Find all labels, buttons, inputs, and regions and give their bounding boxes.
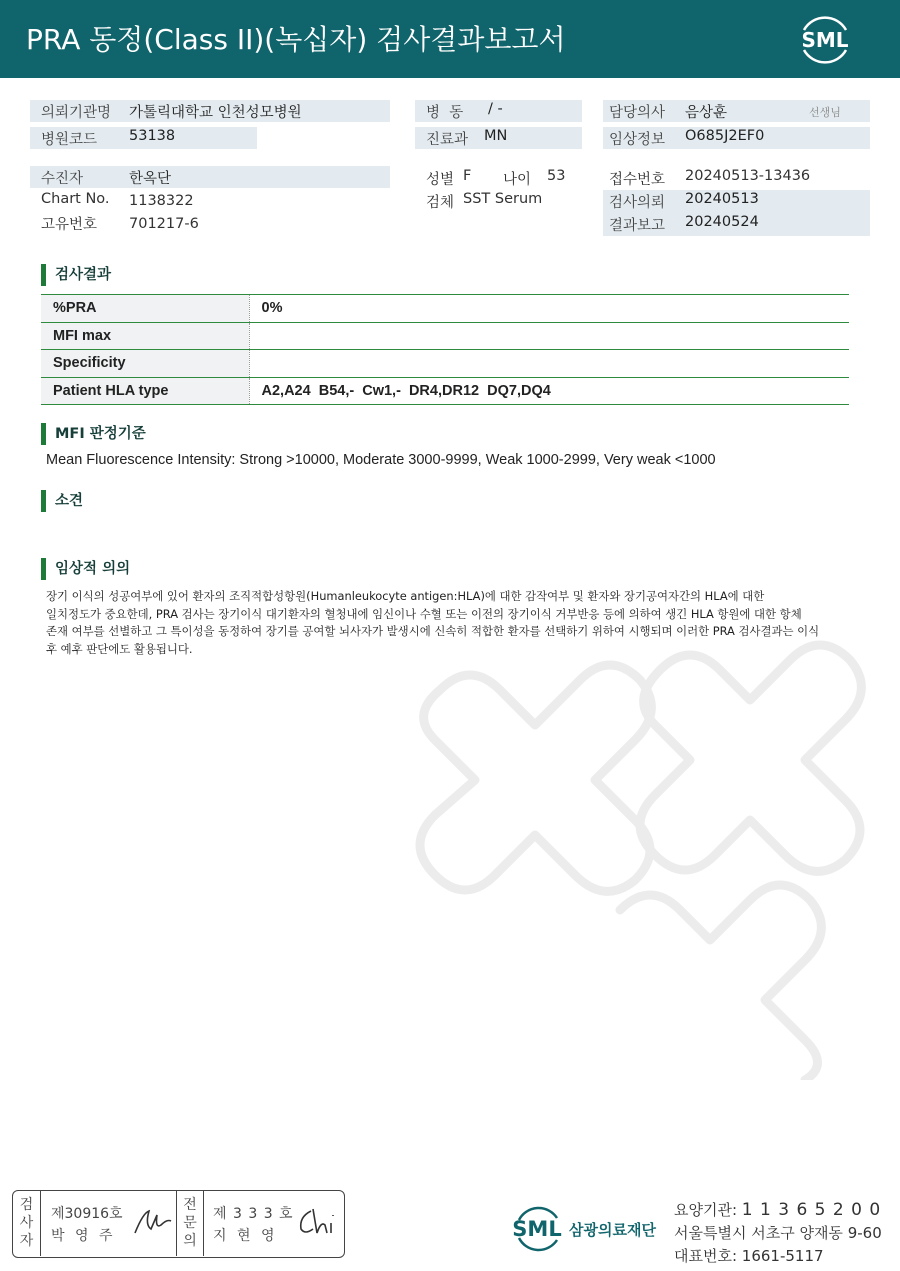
sml-logo-icon — [796, 12, 854, 66]
clinical-info-value: O685J2EF0 — [685, 128, 765, 144]
report-value: 20240524 — [685, 214, 759, 230]
result-value — [249, 350, 849, 378]
request-value: 20240513 — [685, 191, 759, 207]
clinical-info-row — [603, 127, 870, 149]
clinical-info-label: 임상정보 — [609, 132, 666, 148]
table-row — [41, 295, 849, 323]
sml-logo-icon — [509, 1200, 567, 1256]
signature-icon — [131, 1207, 176, 1239]
age-label: 나이 — [503, 172, 532, 188]
ward-value: / - — [488, 101, 503, 117]
dept-row — [415, 127, 582, 149]
request-label: 검사의뢰 — [609, 195, 666, 211]
hospital-code-row — [30, 127, 257, 149]
report-title: PRA 동정(Class II)(녹십자) 검사결과보고서 — [26, 23, 566, 56]
specialist-label: 전 문 의 — [176, 1191, 204, 1256]
hospital-code-label: 병원코드 — [41, 132, 98, 148]
clinical-line: 장기 이식의 성공여부에 있어 환자의 조직적합성항원(Humanleukocyte antigen:HLA)에 대한 감작여부 및 환자와 장기공여자간의 HLA에 대한 — [46, 589, 765, 603]
patient-value: 한옥단 — [129, 171, 172, 187]
result-key: MFI max — [41, 322, 249, 350]
clinical-line: 일치정도가 중요한데, PRA 검사는 장기이식 대기환자의 혈청내에 임신이나 수혈 또는 이전의 장기이식 거부반응 등에 의하여 생긴 HLA 항원에 대한 항체 — [46, 606, 802, 621]
chart-label: Chart No. — [41, 191, 110, 207]
patient-row — [30, 166, 390, 188]
date-block — [603, 190, 870, 236]
results-table — [41, 294, 849, 405]
doctor-suffix: 선생님 — [809, 106, 841, 119]
specimen-value: SST Serum — [463, 191, 543, 207]
age-value: 53 — [547, 168, 566, 184]
footer-phone — [674, 1245, 824, 1266]
clinical-line: 존재 여부를 선별하고 그 특이성을 동정하여 장기를 공여할 뇌사자가 발생시에 신속히 적합한 환자를 선택하기 위하여 시행되며 이러한 PRA 검사결과는 이식 — [46, 624, 820, 638]
result-key: %PRA — [41, 295, 249, 323]
report-label: 결과보고 — [609, 218, 666, 234]
patient-label: 수진자 — [41, 171, 84, 187]
doctor-label: 담당의사 — [609, 105, 666, 121]
unique-label: 고유번호 — [41, 217, 98, 233]
receipt-value: 20240513-13436 — [685, 168, 811, 184]
tester-label: 검 사 자 — [13, 1191, 41, 1256]
result-key: Specificity — [41, 350, 249, 378]
agency-value: 1 1 3 6 5 2 0 0 — [741, 1200, 882, 1220]
table-row — [41, 350, 849, 378]
mfi-section-title: MFI 판정기준 — [41, 423, 146, 445]
opinion-section-title: 소견 — [41, 490, 83, 512]
institution-label: 의뢰기관명 — [41, 105, 112, 121]
agency-label: 요양기관: — [674, 1201, 738, 1219]
signature-stamp-box — [12, 1190, 345, 1258]
footer-agency — [674, 1199, 881, 1220]
footer-address: 서울특별시 서초구 양재동 9-60 — [674, 1224, 882, 1242]
mfi-criteria-text: Mean Fluorescence Intensity: Strong >10000, Moderate 3000-9999, Weak 1000-2999, Very weak <1000 — [46, 452, 716, 468]
footer-org-name: 삼광의료재단 — [569, 1221, 656, 1239]
clinical-line: 후 예후 판단에도 활용됩니다. — [46, 641, 193, 656]
sex-value: F — [463, 168, 472, 184]
footer-logo-text: SML — [512, 1217, 562, 1241]
dept-label: 진료과 — [426, 132, 469, 148]
specialist-license-no: 제 3 3 3 호 — [213, 1206, 294, 1222]
header-logo-text: SML — [801, 28, 849, 52]
result-value: 0% — [249, 295, 849, 323]
ward-row — [415, 100, 582, 122]
tester-license-no: 제30916호 — [51, 1206, 123, 1222]
institution-row — [30, 100, 390, 122]
tester-name: 박 영 주 — [51, 1228, 116, 1244]
unique-value: 701217-6 — [129, 216, 199, 232]
result-key: Patient HLA type — [41, 377, 249, 405]
sex-label: 성별 — [426, 172, 455, 188]
phone-label: 대표번호: — [674, 1247, 738, 1265]
receipt-label: 접수번호 — [609, 172, 666, 188]
phone-value: 1661-5117 — [741, 1247, 824, 1265]
hospital-code-value: 53138 — [129, 128, 176, 144]
results-section-title: 검사결과 — [41, 264, 111, 286]
dept-value: MN — [484, 128, 508, 144]
specimen-label: 검체 — [426, 195, 455, 211]
cross-watermark-icon — [360, 540, 900, 1080]
doctor-value: 음상훈 — [685, 105, 728, 121]
doctor-row — [603, 100, 870, 122]
table-row — [41, 322, 849, 350]
specialist-name: 지 현 영 — [213, 1228, 278, 1244]
table-row — [41, 377, 849, 405]
chart-value: 1138322 — [129, 193, 194, 209]
clinical-section-title: 임상적 의의 — [41, 558, 130, 580]
signature-icon — [295, 1205, 340, 1239]
footer-logo — [509, 1200, 669, 1256]
result-value — [249, 322, 849, 350]
result-value: A2,A24 B54,- Cw1,- DR4,DR12 DQ7,DQ4 — [249, 377, 849, 405]
institution-value: 가톨릭대학교 인천성모병원 — [129, 105, 302, 121]
ward-label: 병 동 — [426, 105, 464, 121]
report-header — [0, 0, 900, 78]
